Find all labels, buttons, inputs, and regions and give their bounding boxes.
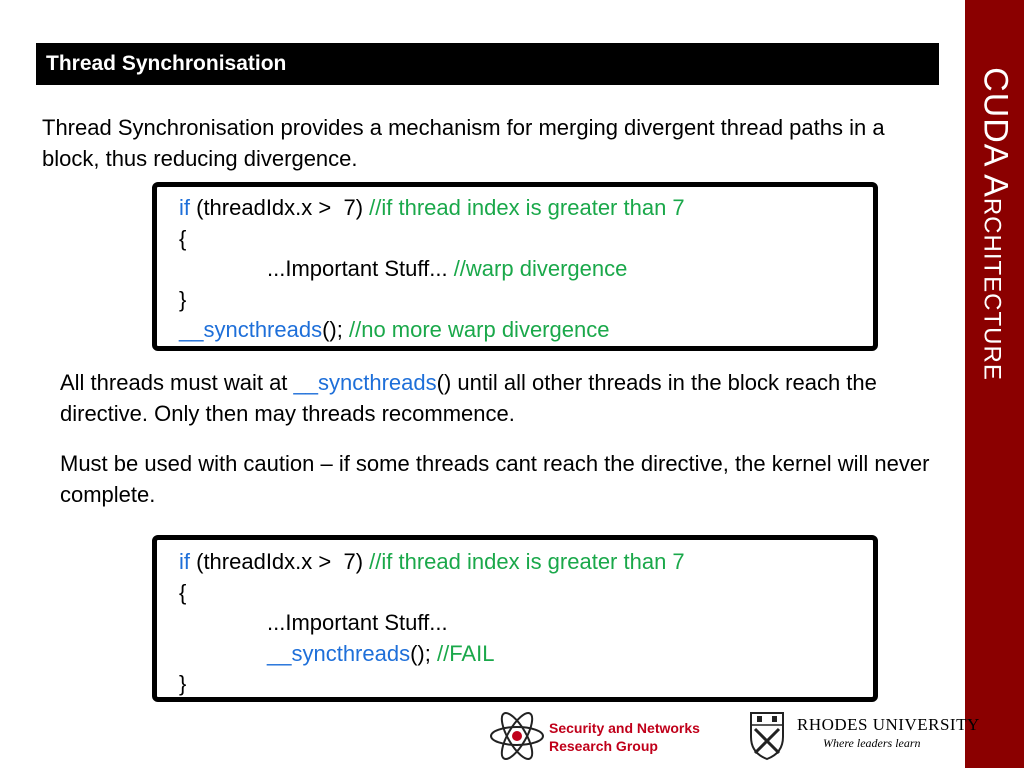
wait-paragraph <box>60 367 930 429</box>
code-text: (threadIdx.x > 7) <box>190 195 370 220</box>
code-text: (); <box>322 317 349 342</box>
snrg-line-2: Research Group <box>549 738 658 754</box>
code-line <box>179 224 873 255</box>
code-comment: //no more warp divergence <box>348 317 610 342</box>
code-comment: //if thread index is greater than 7 <box>369 195 685 220</box>
code-text: } <box>179 671 187 696</box>
code-line <box>179 193 873 224</box>
intro-paragraph: Thread Synchronisation provides a mechanism for merging divergent thread paths in a block, thus reducing divergence. <box>42 115 885 171</box>
code-text: (threadIdx.x > 7) <box>190 549 370 574</box>
snrg-name <box>549 719 700 755</box>
code-text: { <box>179 579 187 605</box>
code-function: __syncthreads <box>267 640 411 666</box>
code-keyword: if <box>179 549 190 574</box>
code-keyword: if <box>179 195 190 220</box>
code-function: __syncthreads <box>179 317 323 342</box>
code-example-2 <box>152 535 878 702</box>
code-text: ...Important Stuff... <box>267 610 448 635</box>
slide-title-bar <box>36 43 939 85</box>
code-line <box>179 608 873 639</box>
code-line <box>179 578 873 609</box>
code-comment: //FAIL <box>436 640 495 666</box>
paragraph-text: () until all other threads in the block reach the directive. Only then may threads recommence. <box>60 370 877 426</box>
code-line <box>179 669 873 700</box>
code-example-1 <box>152 182 878 351</box>
footer-logos <box>487 705 980 765</box>
slide-title: Thread Synchronisation <box>46 52 287 75</box>
crest-icon <box>749 711 785 761</box>
snrg-logo <box>487 711 737 761</box>
code-comment: //if thread index is greater than 7 <box>369 549 685 574</box>
code-text: ...Important Stuff... <box>267 256 454 281</box>
code-text: } <box>179 286 187 312</box>
code-text: { <box>179 225 187 251</box>
code-text: (); <box>410 640 437 666</box>
snrg-line-1: Security and Networks <box>549 720 700 736</box>
atom-icon <box>487 711 547 761</box>
university-tagline: Where leaders learn <box>823 736 921 750</box>
code-comment: //warp divergence <box>453 256 628 281</box>
code-line <box>179 547 873 578</box>
code-line <box>179 285 873 316</box>
code-line <box>179 639 873 670</box>
code-line <box>179 315 873 346</box>
section-title: CUDA Architecture <box>976 67 1015 381</box>
rhodes-logo <box>749 709 980 763</box>
paragraph-function: __syncthreads <box>293 370 437 395</box>
code-line <box>179 254 873 285</box>
paragraph-text: All threads must wait at <box>60 370 294 395</box>
university-name: RHODES UNIVERSITY <box>797 715 980 734</box>
caution-paragraph: Must be used with caution – if some threads cant reach the directive, the kernel will never complete. <box>60 451 930 507</box>
